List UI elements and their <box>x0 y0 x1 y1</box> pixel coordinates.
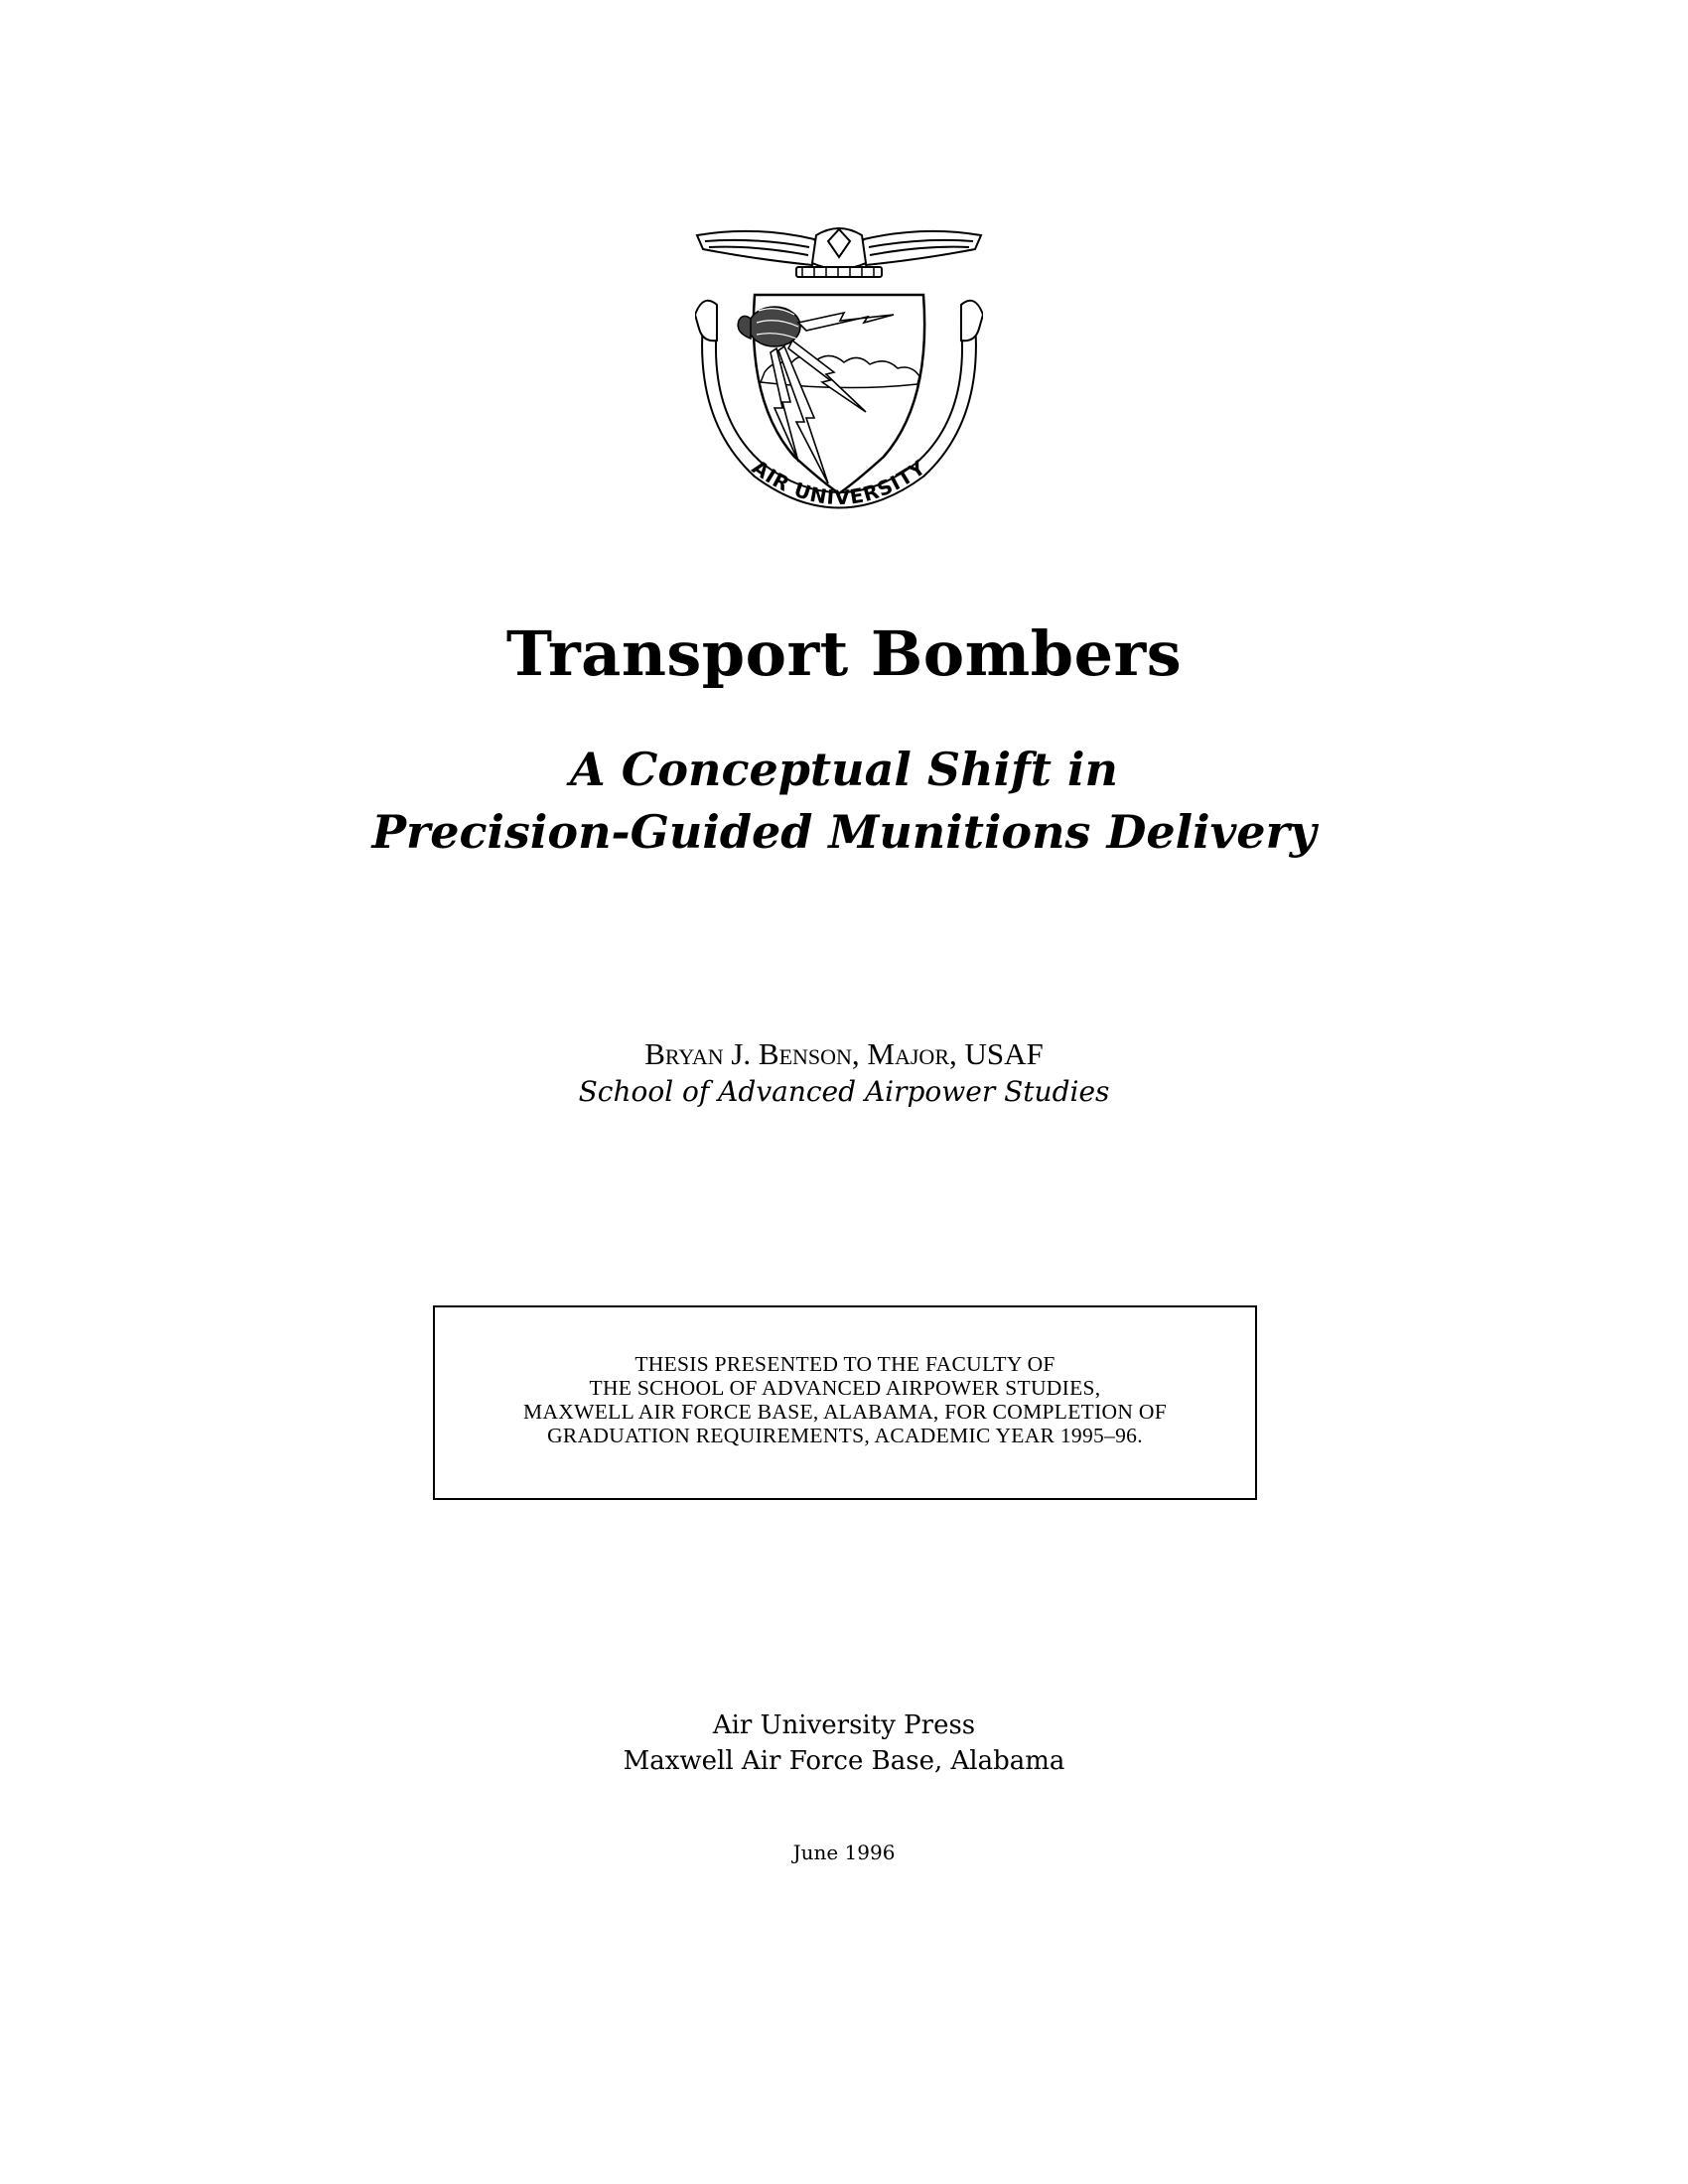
publisher-location: Maxwell Air Force Base, Alabama <box>623 1746 1065 1776</box>
thesis-line: THE SCHOOL OF ADVANCED AIRPOWER STUDIES, <box>589 1376 1101 1400</box>
thesis-line: GRADUATION REQUIREMENTS, ACADEMIC YEAR 1995–96. <box>547 1424 1143 1447</box>
thesis-statement <box>435 1352 1255 1447</box>
publisher-block <box>0 1707 1688 1779</box>
author-name: Bryan J. Benson, Major, USAF <box>644 1036 1044 1071</box>
author-affiliation: School of Advanced Airpower Studies <box>578 1075 1110 1108</box>
air-university-emblem-icon <box>695 223 983 551</box>
publisher-name: Air University Press <box>712 1710 976 1740</box>
publication-date: June 1996 <box>792 1841 896 1864</box>
document-subtitle-line-2: Precision-Guided Munitions Delivery <box>371 805 1317 859</box>
thesis-statement-box <box>433 1305 1257 1500</box>
thesis-line: MAXWELL AIR FORCE BASE, ALABAMA, FOR COMPLETION OF <box>523 1400 1167 1424</box>
emblem-ribbon-text: AIR UNIVERSITY <box>748 455 930 510</box>
document-subtitle-line-1: A Conceptual Shift in <box>570 743 1118 796</box>
thesis-line: THESIS PRESENTED TO THE FACULTY OF <box>634 1352 1055 1376</box>
document-title: Transport Bombers <box>505 617 1183 690</box>
